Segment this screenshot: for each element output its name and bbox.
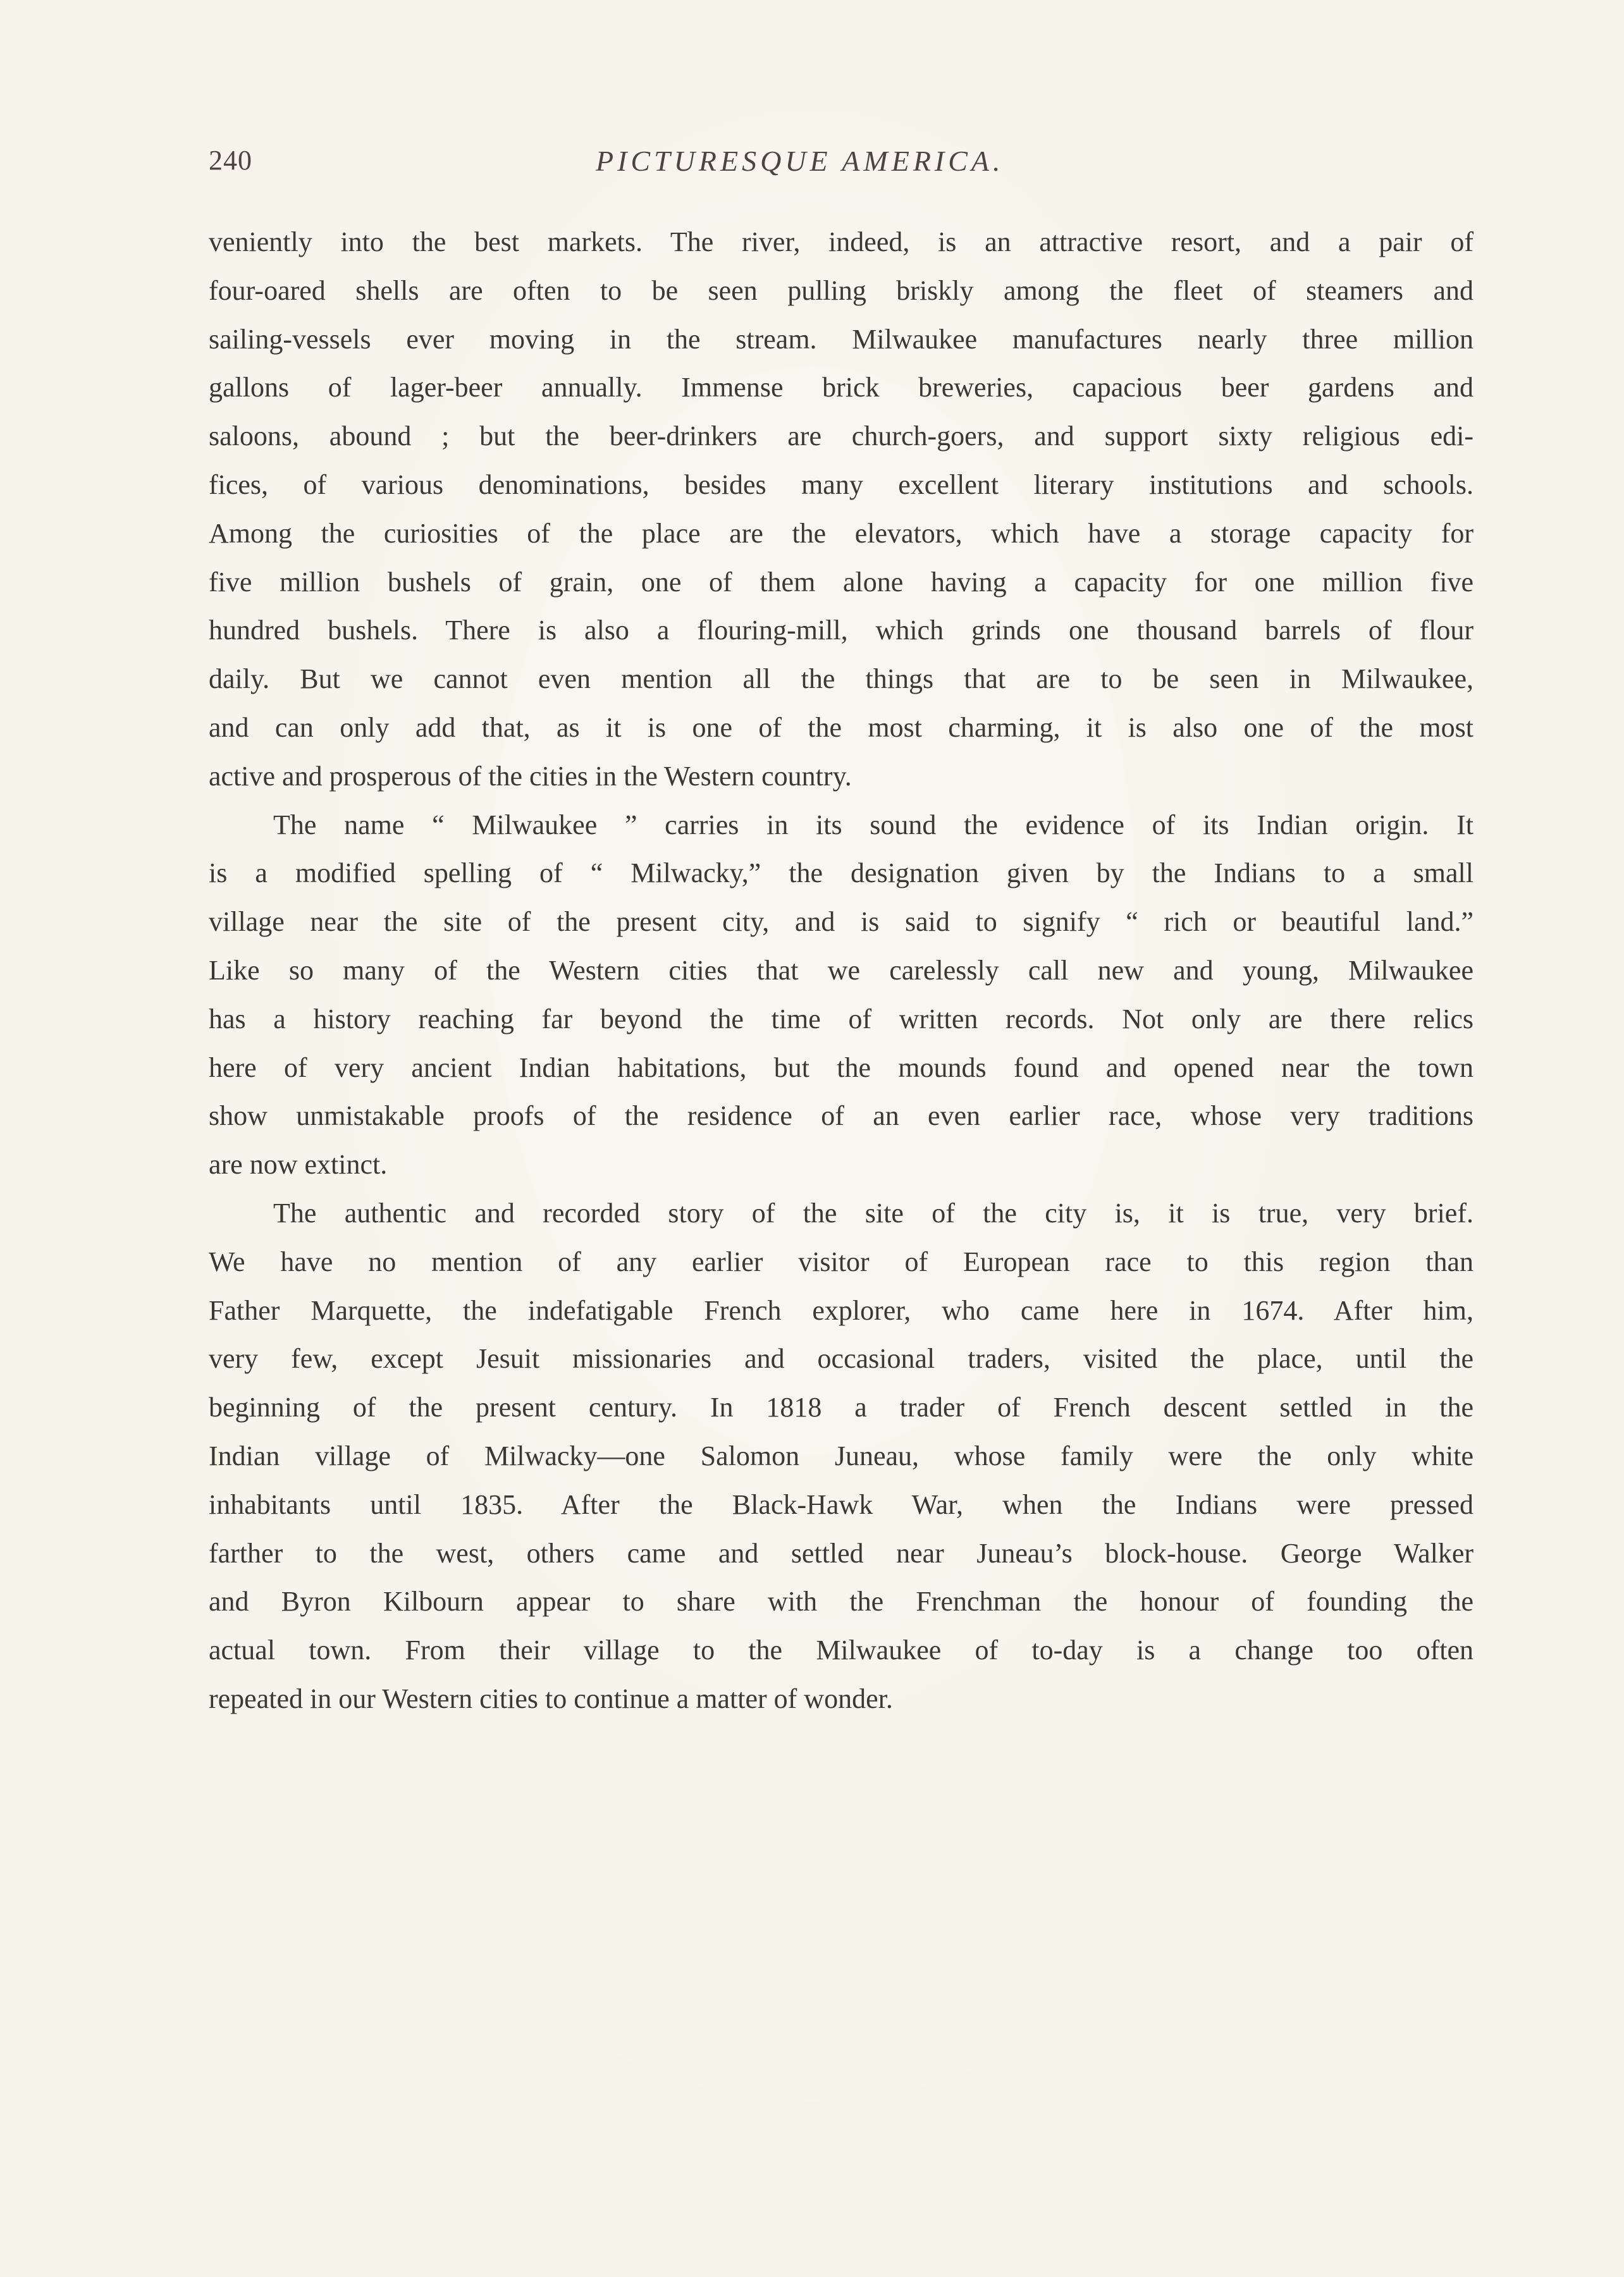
- text-line: and Byron Kilbourn appear to share with the Frenchman the honour of founding the: [209, 1586, 1473, 1617]
- text-line: active and prosperous of the cities in the Western country.: [209, 760, 852, 792]
- text-line: and can only add that, as it is one of the most charming, it is also one of the most: [209, 711, 1473, 743]
- text-line: Indian village of Milwacky—one Salomon Juneau, whose family were the only white: [209, 1440, 1473, 1471]
- running-title: PICTURESQUE AMERICA.: [596, 145, 1004, 177]
- text-line: five million bushels of grain, one of them alone having a capacity for one million five: [209, 566, 1473, 598]
- text-line: village near the site of the present city, and is said to signify “ rich or beautiful land.”: [209, 906, 1473, 938]
- text-line: gallons of lager-beer annually. Immense brick breweries, capacious beer gardens and: [209, 372, 1473, 403]
- page-number: 240: [209, 145, 252, 176]
- paragraph-3: [209, 1189, 1473, 1724]
- running-head: [209, 144, 1467, 188]
- text-line: actual town. From their village to the Milwaukee of to-day is a change too often: [209, 1635, 1473, 1666]
- text-line: farther to the west, others came and settled near Juneau’s block-house. George Walker: [209, 1537, 1473, 1569]
- text-line: hundred bushels. There is also a flouring-mill, which grinds one thousand barrels of flour: [209, 615, 1473, 646]
- text-line: Like so many of the Western cities that we carelessly call new and young, Milwaukee: [209, 954, 1473, 986]
- body-text: [209, 218, 1473, 1724]
- text-line: We have no mention of any earlier visitor of European race to this region than: [209, 1246, 1473, 1277]
- text-line: saloons, abound ; but the beer-drinkers are church-goers, and support sixty religious edi-: [209, 420, 1473, 452]
- text-line: daily. But we cannot even mention all the things that are to be seen in Milwaukee,: [209, 663, 1473, 695]
- text-line: beginning of the present century. In 1818 a trader of French descent settled in the: [209, 1392, 1473, 1423]
- text-line: is a modified spelling of “ Milwacky,” the designation given by the Indians to a small: [209, 857, 1473, 889]
- text-line: repeated in our Western cities to continue a matter of wonder.: [209, 1683, 893, 1714]
- text-line: very few, except Jesuit missionaries and occasional traders, visited the place, until the: [209, 1343, 1473, 1375]
- text-line: has a history reaching far beyond the time of written records. Not only are there relics: [209, 1003, 1473, 1034]
- text-line: The name “ Milwaukee ” carries in its sound the evidence of its Indian origin. It: [273, 809, 1473, 840]
- text-line: Father Marquette, the indefatigable French explorer, who came here in 1674. After him,: [209, 1294, 1473, 1326]
- text-line: Among the curiosities of the place are the elevators, which have a storage capacity for: [209, 517, 1473, 549]
- paragraph-1: [209, 218, 1473, 801]
- text-line: sailing-vessels ever moving in the stream. Milwaukee manufactures nearly three million: [209, 323, 1473, 355]
- text-line: veniently into the best markets. The river, indeed, is an attractive resort, and a pair of: [209, 226, 1473, 257]
- text-line: inhabitants until 1835. After the Black-Hawk War, when the Indians were pressed: [209, 1488, 1473, 1520]
- paragraph-2: [209, 801, 1473, 1189]
- text-line: show unmistakable proofs of the residence of an even earlier race, whose very traditions: [209, 1100, 1473, 1132]
- text-line: are now extinct.: [209, 1149, 388, 1181]
- text-line: here of very ancient Indian habitations, but the mounds found and opened near the town: [209, 1052, 1473, 1083]
- text-line: The authentic and recorded story of the site of the city is, it is true, very brief.: [273, 1197, 1473, 1229]
- text-line: four-oared shells are often to be seen pulling briskly among the fleet of steamers and: [209, 274, 1473, 306]
- text-line: fices, of various denominations, besides many excellent literary institutions and schools.: [209, 469, 1473, 500]
